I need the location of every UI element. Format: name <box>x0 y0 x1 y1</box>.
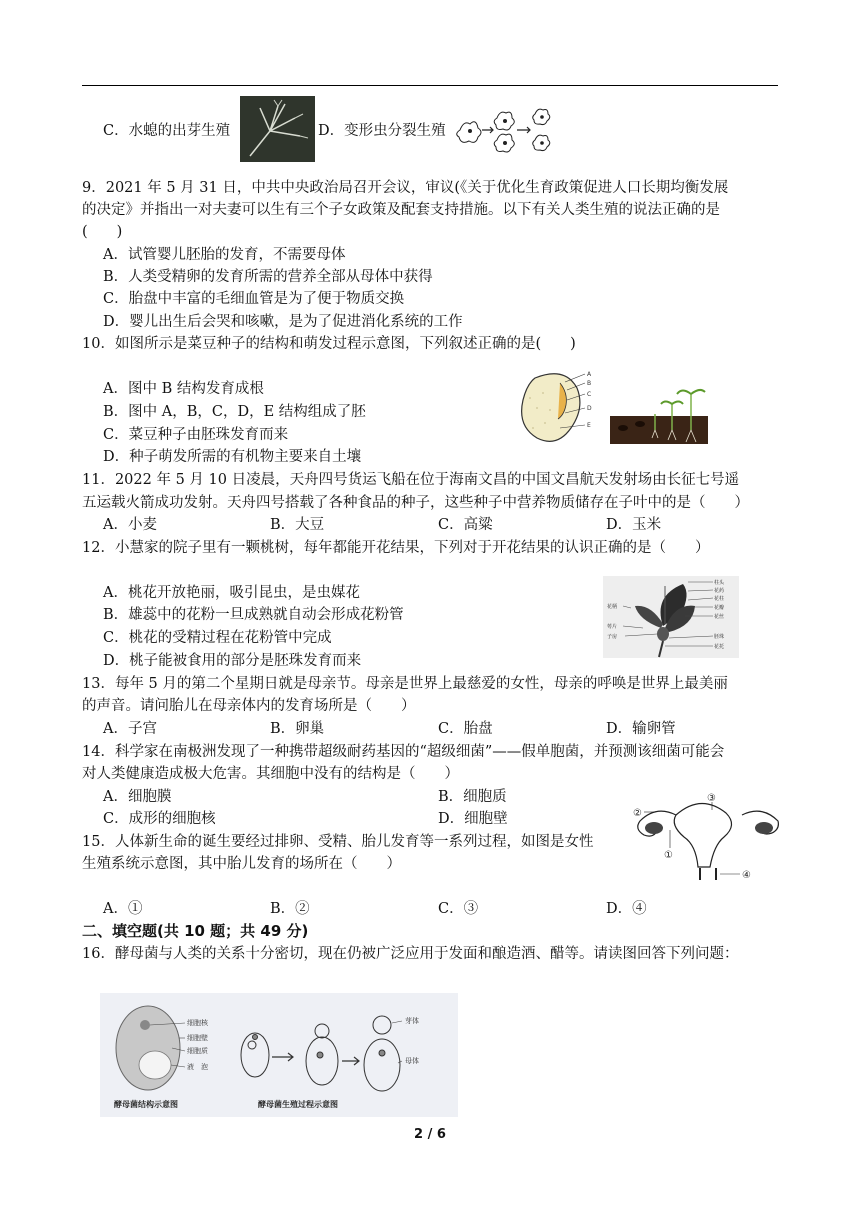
q14-option-d: D．细胞壁 <box>438 811 508 827</box>
flower-label-receptacle: 花托 <box>714 644 725 650</box>
yeast-label-mother: 母体 <box>405 1057 419 1065</box>
seed-label-e: E <box>587 422 591 429</box>
header-rule <box>82 85 778 86</box>
q13-option-b: B．卵巢 <box>270 721 325 737</box>
yeast-caption-structure: 酵母菌结构示意图 <box>114 1100 178 1109</box>
q9-option-b: B．人类受精卵的发育所需的营养全部从母体中获得 <box>103 269 433 285</box>
uterus-label-1: ① <box>664 850 673 861</box>
uterus-label-2: ② <box>633 808 642 819</box>
hydra-photo <box>240 96 315 162</box>
q11-option-a: A．小麦 <box>103 517 157 533</box>
uterus-label-4: ④ <box>742 870 751 881</box>
yeast-label-bud: 芽体 <box>405 1017 419 1025</box>
q12-option-b: B．雄蕊中的花粉一旦成熟就自动会形成花粉管 <box>103 607 404 623</box>
yeast-label-cytoplasm: 细胞质 <box>187 1047 208 1055</box>
q14-option-c: C．成形的细胞核 <box>103 811 216 827</box>
yeast-label-wall: 细胞壁 <box>187 1034 208 1042</box>
q14-option-b: B．细胞质 <box>438 789 507 805</box>
q9-option-d: D．婴儿出生后会哭和咳嗽，是为了促进消化系统的工作 <box>103 314 463 330</box>
yeast-caption-reproduction: 酵母菌生殖过程示意图 <box>258 1100 338 1109</box>
q10-option-b: B．图中 A，B，C，D，E 结构组成了胚 <box>103 404 366 420</box>
q10-stem: 10．如图所示是菜豆种子的结构和萌发过程示意图，下列叙述正确的是( ) <box>82 336 576 352</box>
q9-line3: ( ) <box>82 224 123 240</box>
bean-seed-figure <box>515 368 710 448</box>
q15-line2: 生殖系统示意图，其中胎儿发育的场所在（ ） <box>82 856 401 872</box>
q11-option-b: B．大豆 <box>270 517 325 533</box>
q11-option-c: C．高粱 <box>438 517 493 533</box>
option-c-hydra: C．水螅的出芽生殖 <box>103 123 231 139</box>
yeast-label-nucleus: 细胞核 <box>187 1019 208 1027</box>
seed-label-b: B <box>587 380 592 387</box>
q13-option-a: A．子宫 <box>103 721 157 737</box>
q15-option-b: B．② <box>270 901 310 917</box>
flower-label-pedicel: 花柄 <box>607 604 618 610</box>
q15-line1: 15．人体新生命的诞生要经过排卵、受精、胎儿发育等一系列过程，如图是女性 <box>82 834 594 850</box>
yeast-label-vacuole: 液 泡 <box>187 1063 208 1071</box>
q14-line1: 14．科学家在南极洲发现了一种携带超级耐药基因的“超级细菌”——假单胞菌，并预测该细菌可能会 <box>82 744 725 760</box>
q16-stem: 16．酵母菌与人类的关系十分密切，现在仍被广泛应用于发面和酿造酒、醋等。请读图回答下列问题： <box>82 946 739 962</box>
q9-option-a: A．试管婴儿胚胎的发育，不需要母体 <box>103 247 346 263</box>
q15-option-c: C．③ <box>438 901 479 917</box>
q13-line1: 13．每年 5 月的第二个星期日就是母亲节。母亲是世界上最慈爱的女性，母亲的呼唤是世界上最美丽 <box>82 676 728 692</box>
q11-line2: 五运载火箭成功发射。天舟四号搭载了各种食品的种子，这些种子中营养物质储存在子叶中的是（ ） <box>82 495 749 511</box>
q12-option-d: D．桃子能被食用的部分是胚珠发育而来 <box>103 653 362 669</box>
amoeba-division-figure <box>455 100 570 158</box>
flower-label-petal: 花瓣 <box>714 605 725 611</box>
q12-option-c: C．桃花的受精过程在花粉管中完成 <box>103 630 332 646</box>
yeast-figure <box>100 993 458 1117</box>
uterus-label-3: ③ <box>707 793 716 804</box>
female-reproductive-figure <box>632 790 784 882</box>
section-heading: 二、填空题(共 10 题；共 49 分) <box>82 922 309 940</box>
q15-option-a: A．① <box>103 901 143 917</box>
seed-label-d: D <box>587 405 592 412</box>
seed-label-a: A <box>587 371 592 378</box>
flower-label-anther: 花药 <box>714 588 725 594</box>
flower-label-ovary: 子房 <box>607 634 618 640</box>
q13-line2: 的声音。请问胎儿在母亲体内的发育场所是（ ） <box>82 698 416 714</box>
peach-flower-figure <box>603 576 739 658</box>
page-number: 2 / 6 <box>414 1127 446 1142</box>
q14-option-a: A．细胞膜 <box>103 789 172 805</box>
q10-option-a: A．图中 B 结构发育成根 <box>103 381 264 397</box>
q13-option-c: C．胎盘 <box>438 721 493 737</box>
q11-option-d: D．玉米 <box>606 517 662 533</box>
flower-label-stigma: 柱头 <box>714 580 725 586</box>
q9-line1: 9．2021 年 5 月 31 日，中共中央政治局召开会议，审议(《关于优化生育政策促进人口长期均衡发展 <box>82 180 729 196</box>
flower-label-ovule: 胚珠 <box>714 634 725 640</box>
q13-option-d: D．输卵管 <box>606 721 676 737</box>
q10-option-d: D．种子萌发所需的有机物主要来自土壤 <box>103 449 362 465</box>
q15-option-d: D．④ <box>606 901 647 917</box>
q12-stem: 12．小慧家的院子里有一颗桃树，每年都能开花结果，下列对于开花结果的认识正确的是（ ） <box>82 540 710 556</box>
option-d-amoeba: D．变形虫分裂生殖 <box>318 123 446 139</box>
q14-line2: 对人类健康造成极大危害。其细胞中没有的结构是（ ） <box>82 766 459 782</box>
flower-label-style: 花柱 <box>714 596 725 602</box>
flower-label-filament: 花丝 <box>714 614 725 620</box>
q9-option-c: C．胎盘中丰富的毛细血管是为了便于物质交换 <box>103 291 405 307</box>
q9-line2: 的决定》并指出一对夫妻可以生有三个子女政策及配套支持措施。以下有关人类生殖的说法正确的是 <box>82 202 720 218</box>
q12-option-a: A．桃花开放艳丽，吸引昆虫，是虫媒花 <box>103 585 360 601</box>
flower-label-sepal: 萼片 <box>607 624 618 630</box>
q11-line1: 11．2022 年 5 月 10 日凌晨，天舟四号货运飞船在位于海南文昌的中国文昌航天发射场由长征七号遥 <box>82 472 740 488</box>
seed-label-c: C <box>587 391 592 398</box>
q10-option-c: C．菜豆种子由胚珠发育而来 <box>103 427 289 443</box>
